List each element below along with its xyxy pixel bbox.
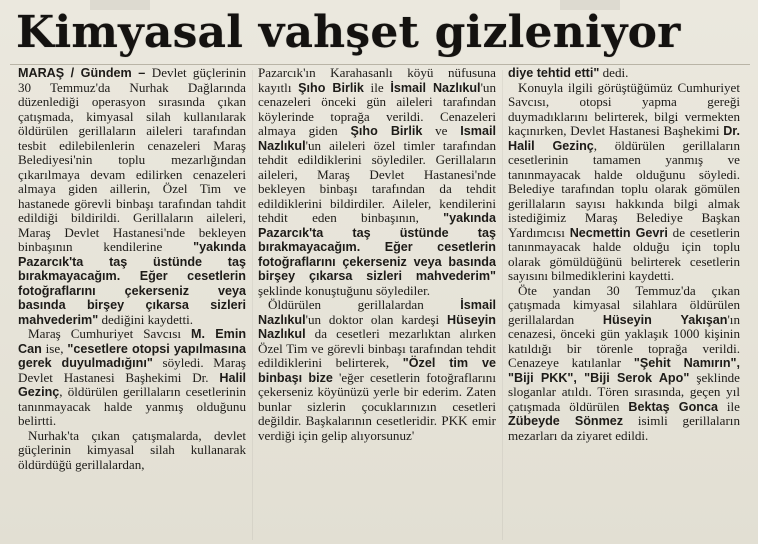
- column-gutter: [502, 70, 503, 540]
- body-text: dedi.: [599, 66, 629, 80]
- body-text: de cesetlerin tanınmayacak halde olduğu için toplu olarak gömüldüğünü belirterek cesetlerin sayısını bilmediklerini kaydetti.: [508, 224, 740, 283]
- bold-text: Bektaş Gonca: [628, 399, 718, 414]
- bold-text: "yakında Pazarcık'ta taş üstünde taş bırakmayacağım. Eğer cesetlerin fotoğraflarını çekerseniz veya basında birşey çıkarsa sizleri mahvederim": [18, 240, 246, 327]
- body-text: Nurhak'ta çıkan çatışmalarda, devlet güçlerinin kimyasal silah kullanarak öldürdüğü gerillalardan,: [18, 427, 246, 472]
- bold-text: Necmettin Gevri: [569, 225, 668, 240]
- bold-text: "Şehit Namırın", "Biji PKK", "Biji Serok Apo": [508, 356, 740, 385]
- body-text: ve: [422, 123, 461, 138]
- body-text: , öldürülen gerillaların cesetlerinin tamamen yanmış ve tanınmayacak halde olduğunu söyledi. Belediye tarafından toplu olarak gömülen gerillaların sayısı hakkında bilgi almak istediğimiz Maraş Belediye Başkan Yardımcısı: [508, 137, 740, 240]
- body-text: 'un doktor olan kardeşi: [305, 311, 447, 327]
- bold-text: Şıho Birlik: [298, 80, 364, 95]
- body-text: isimli gerillaların mezarları da ziyaret edildi.: [508, 413, 740, 443]
- body-text: ile: [363, 79, 391, 95]
- bold-text: diye tehtid etti": [508, 66, 600, 80]
- body-text: , öldürülen gerillaların cesetlerinin tanınmayacak halde yanmış olduğunu belirtti.: [18, 384, 246, 428]
- bold-text: İsmail Nazlıkul: [390, 80, 481, 95]
- body-text: ile: [718, 398, 740, 414]
- bold-text: "Özel tim ve binbaşı bize: [258, 356, 496, 385]
- body-text: 'un aileleri özel timler tarafından tehdit edildiklerini söylediler. Gerillaların aileleri, Maraş Devlet Hastanesi'nde bekleyen binbaşı tarafından da tehdit edildiklerini bildirdiler. Aileler, kendilerini tehdit eden binbaşının,: [258, 137, 496, 225]
- article-paragraph: [508, 81, 740, 284]
- body-text: Öldürülen gerillalardan: [268, 297, 461, 312]
- article-column-2: [258, 66, 496, 544]
- article-paragraph: [258, 298, 496, 443]
- article-paragraph: [18, 66, 246, 327]
- bold-text: İsmail Nazlıkul: [258, 298, 496, 327]
- bold-text: "cesetlere otopsi yapılmasına gerek duyulmadığını": [18, 341, 246, 370]
- article-paragraph: [18, 429, 246, 473]
- article-paragraph: [258, 66, 496, 298]
- bold-text: M. Emin Can: [18, 327, 246, 356]
- body-text: şeklinde konuştuğunu söylediler.: [258, 282, 431, 298]
- body-text: Maraş Cumhuriyet Savcısı: [28, 326, 192, 341]
- body-text: da cesetleri mezarlıktan alırken Özel Tim ve görevli binbaşı tarafından tehdit edildiklerini belirterek,: [258, 326, 496, 370]
- body-text: 'ın cenazesi, önceki gün yaklaşık 1000 kişinin katıldığı bir törenle toprağa verildi. Cenazeye katılanlar: [508, 311, 740, 370]
- body-text: 'un cenazeleri önceki gün aileleri tarafından köylerinde toprağa verildi. Cenazeleri almaya giden: [258, 79, 496, 138]
- body-text: Konuyla ilgili görüştüğümüz Cumhuriyet Savcısı, otopsi yapma gereği duymadıklarını belirterek, bilgi vermekten kaçınırken, Devlet Hastanesi Başhekimi: [508, 79, 740, 138]
- headline-rule: [10, 64, 750, 65]
- bold-text: "yakında Pazarcık'ta taş üstünde taş bırakmayacağım. Eğer cesetlerin fotoğraflarını çekerseniz veya basında birşey çıkarsa sizleri mahvederim": [258, 211, 496, 283]
- body-text: dediğini kaydetti.: [98, 311, 194, 327]
- headline: Kimyasal vahşet gizleniyor: [16, 7, 681, 58]
- bold-text: Şıho Birlik: [350, 124, 423, 138]
- article-paragraph: [18, 327, 246, 429]
- bold-text: Hüseyin Yakışan: [602, 312, 728, 327]
- bold-text: Halil Gezinç: [18, 370, 246, 399]
- article-paragraph: [508, 284, 740, 444]
- bold-text: Hüseyin Nazlıkul: [258, 312, 496, 341]
- column-gutter: [252, 70, 253, 540]
- article-column-1: [18, 66, 246, 544]
- bold-text: Zübeyde Sönmez: [508, 414, 624, 428]
- bold-text: Ismail Nazlıkul: [258, 124, 496, 153]
- body-text: Pazarcık'ın Karahasanlı köyü nüfusuna kayıtlı: [258, 66, 496, 95]
- body-text: 'eğer cesetlerin fotoğraflarını çekerseniz köyünüzü yerle bir ederim. Zaten bunlar sizlerin çocuklarınızın cesetleri değildir. Başkalarının cesetleridir. PKK emir verdiği için gelip alıyorsunuz': [258, 369, 496, 443]
- article-column-3: [508, 66, 740, 544]
- bold-text: MARAŞ / Gündem –: [18, 66, 152, 80]
- body-text: ise,: [41, 340, 68, 356]
- body-text: şeklinde sloganlar atıldı. Tören sırasında, geçen yıl çatışmada öldürülen: [508, 369, 740, 414]
- bold-text: Dr. Halil Gezinç: [508, 124, 740, 153]
- body-text: Devlet güçlerinin 30 Temmuz'da Nurhak Dağlarında düzenlediği operasyon sırasında çıkan çatışmada, kimyasal silah kullanılarak öldürülen gerillaların aileleri tarafından tesbit edilebilenlerin cenazeleri Maraş Belediyesi'nin toplu mezarlığından çıkarılmaya devam edilirken cenazeleri almaya giden aillerin, Özel Tim ve hastanede görevli binbaşı tarafından tahdit edildiği bildirildi. Gerillaların aileleri, Maraş Devlet Hastanesi'nde bekleyen binbaşının kendilerine: [18, 66, 246, 254]
- body-text: Öte yandan 30 Temmuz'da çıkan çatışmada kimyasal silahlara öldürülen gerillalardan: [508, 282, 740, 327]
- body-text: söyledi. Maraş Devlet Hastanesi Başhekimi Dr.: [18, 355, 246, 385]
- article-paragraph: [508, 66, 740, 81]
